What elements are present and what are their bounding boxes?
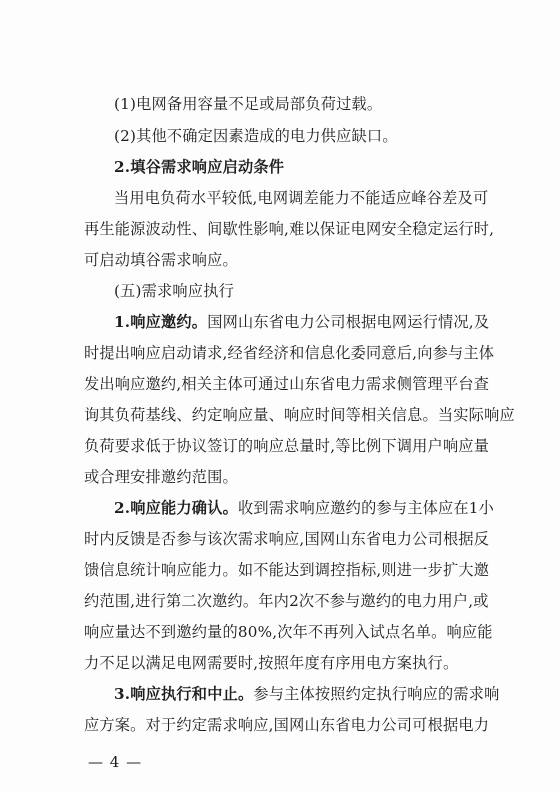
paragraph-text: 收到需求响应邀约的参与主体应在1小 [237,499,495,517]
paragraph-line: (2)其他不确定因素造成的电力供应缺口。 [114,127,398,145]
section-heading: 2.填谷需求响应启动条件 [114,158,285,176]
subheading-execution-suspension: 3.响应执行和中止。 [114,685,254,703]
paragraph-line: 时提出响应启动请求,经省经济和信息化委同意后,向参与主体 [84,344,495,362]
paragraph-line: 再生能源波动性、间歇性影响,难以保证电网安全稳定运行时, [84,220,495,238]
paragraph-line: 可启动填谷需求响应。 [84,251,238,269]
paragraph-line: 力不足以满足电网需要时,按照年度有序用电方案执行。 [84,654,459,672]
paragraph-line: 负荷要求低于协议签订的响应总量时,等比例下调用户响应量 [84,437,490,455]
paragraph-text: 国网山东省电力公司根据电网运行情况,及 [207,313,490,331]
paragraph-line [114,312,490,332]
paragraph-line: 馈信息统计响应能力。如不能达到调控指标,则进一步扩大邀 [84,561,490,579]
paragraph-line [114,498,495,518]
paragraph-line: 应方案。对于约定需求响应,国网山东省电力公司可根据电力 [84,716,490,734]
subheading-capacity-confirmation: 2.响应能力确认。 [114,499,238,517]
paragraph-line: (1)电网备用容量不足或局部负荷过载。 [114,95,383,113]
paragraph-line: 响应量达不到邀约量的80%,次年不再列入试点名单。响应能 [84,623,493,641]
paragraph-line [114,684,500,704]
paragraph-line: 当用电负荷水平较低,电网调差能力不能适应峰谷差及可 [114,189,489,207]
paragraph-line: 约范围,进行第二次邀约。年内2次不参与邀约的电力用户,或 [84,592,489,610]
page-number: — 4 — [88,753,143,771]
paragraph-line: 询其负荷基线、约定响应量、响应时间等相关信息。当实际响应 [84,406,515,424]
paragraph-line: 或合理安排邀约范围。 [84,468,238,486]
section-heading: (五)需求响应执行 [114,282,234,300]
subheading-response-invitation: 1.响应邀约。 [114,313,208,331]
paragraph-text: 参与主体按照约定执行响应的需求响 [253,685,500,703]
paragraph-line: 发出响应邀约,相关主体可通过山东省电力需求侧管理平台查 [84,375,490,393]
paragraph-line: 时内反馈是否参与该次需求响应,国网山东省电力公司根据反 [84,530,490,548]
